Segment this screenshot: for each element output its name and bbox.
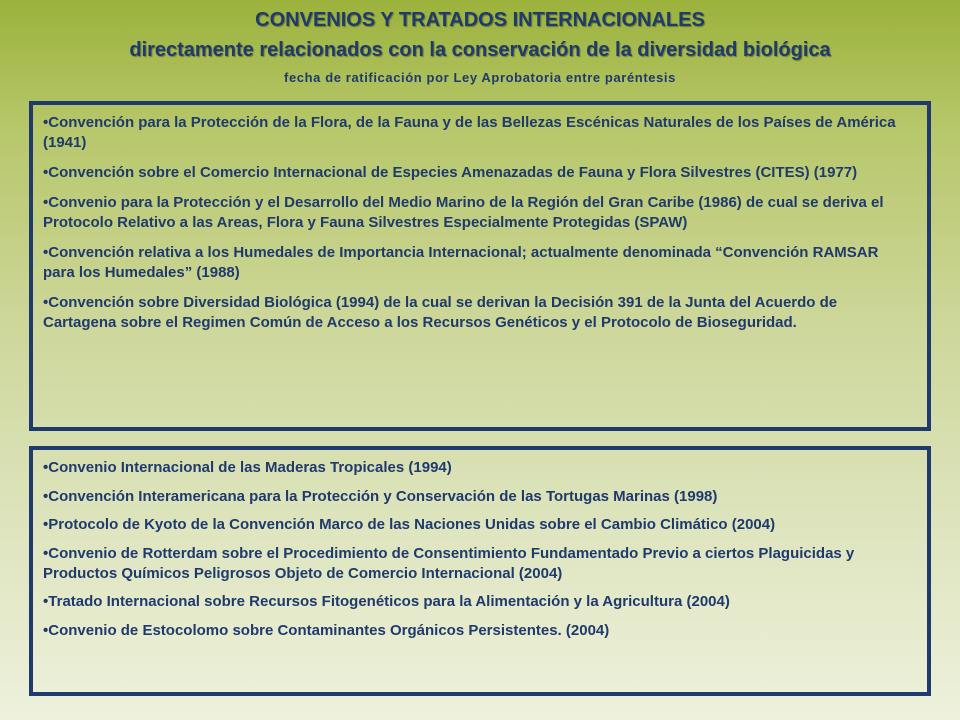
list-item-text: Convención sobre el Comercio Internacional de Especies Amenazadas de Fauna y Flora Silvestres (CITES) (1977) xyxy=(48,164,858,181)
list-item xyxy=(43,458,913,478)
list-item xyxy=(43,193,913,233)
list-item-text: Convenio Internacional de las Maderas Tropicales (1994) xyxy=(48,459,452,476)
ratification-note: fecha de ratificación por Ley Aprobatoria entre paréntesis xyxy=(284,70,676,85)
page-title: CONVENIOS Y TRATADOS INTERNACIONALES xyxy=(255,9,705,31)
bullet-icon: • xyxy=(43,164,49,181)
list-item xyxy=(43,293,913,333)
bullet-icon: • xyxy=(43,621,49,639)
page-subtitle: directamente relacionados con la conservación de la diversidad biológica xyxy=(129,39,831,61)
list-item-text: Convención sobre Diversidad Biológica (1994) de la cual se derivan la Decisión 391 de la Junta del Acuerdo de Cartagena sobre el Regimen Común de Acceso a los Recursos Genéticos y el Protocolo de Bioseguridad. xyxy=(43,294,838,331)
list-item xyxy=(43,544,913,584)
list-item xyxy=(43,113,913,153)
list-item-text: Convenio de Rotterdam sobre el Procedimiento de Consentimiento Fundamentado Previo a ciertos Plaguicidas y Productos Químicos Peligrosos Objeto de Comercio Internacional (2004) xyxy=(43,544,855,582)
treaty-box-1 xyxy=(29,101,931,431)
bullet-icon: • xyxy=(43,194,49,211)
list-item xyxy=(43,163,913,183)
list-item-text: Tratado Internacional sobre Recursos Fitogenéticos para la Alimentación y la Agricultura (2004) xyxy=(48,593,730,610)
list-item xyxy=(43,487,913,507)
list-item-text: Convención para la Protección de la Flora, de la Fauna y de las Bellezas Escénicas Naturales de los Países de América (1941) xyxy=(43,114,896,151)
list-item xyxy=(43,243,913,283)
bullet-icon: • xyxy=(43,593,49,610)
bullet-icon: • xyxy=(43,294,49,311)
list-item-text: Convención relativa a los Humedales de Importancia Internacional; actualmente denominada “Convención RAMSAR para los Humedales” (1988) xyxy=(43,244,879,281)
bullet-icon: • xyxy=(43,487,49,505)
list-item-text: Convenio para la Protección y el Desarrollo del Medio Marino de la Región del Gran Caribe (1986) de cual se deriva el Protocolo Relativo a las Areas, Flora y Fauna Silvestres Especialmente Protegidas (SPAW) xyxy=(43,194,884,231)
treaty-box-2 xyxy=(29,446,931,696)
list-item-text: Convención Interamericana para la Protección y Conservación de las Tortugas Marinas (1998) xyxy=(48,487,718,505)
bullet-icon: • xyxy=(43,459,49,476)
bullet-icon: • xyxy=(43,544,49,562)
list-item xyxy=(43,592,913,612)
bullet-icon: • xyxy=(43,114,49,131)
list-item-text: Protocolo de Kyoto de la Convención Marco de las Naciones Unidas sobre el Cambio Climático (2004) xyxy=(48,516,776,533)
bullet-icon: • xyxy=(43,516,49,533)
list-item xyxy=(43,621,913,641)
bullet-icon: • xyxy=(43,244,49,261)
list-item-text: Convenio de Estocolomo sobre Contaminantes Orgánicos Persistentes. (2004) xyxy=(48,621,610,639)
list-item xyxy=(43,515,913,535)
